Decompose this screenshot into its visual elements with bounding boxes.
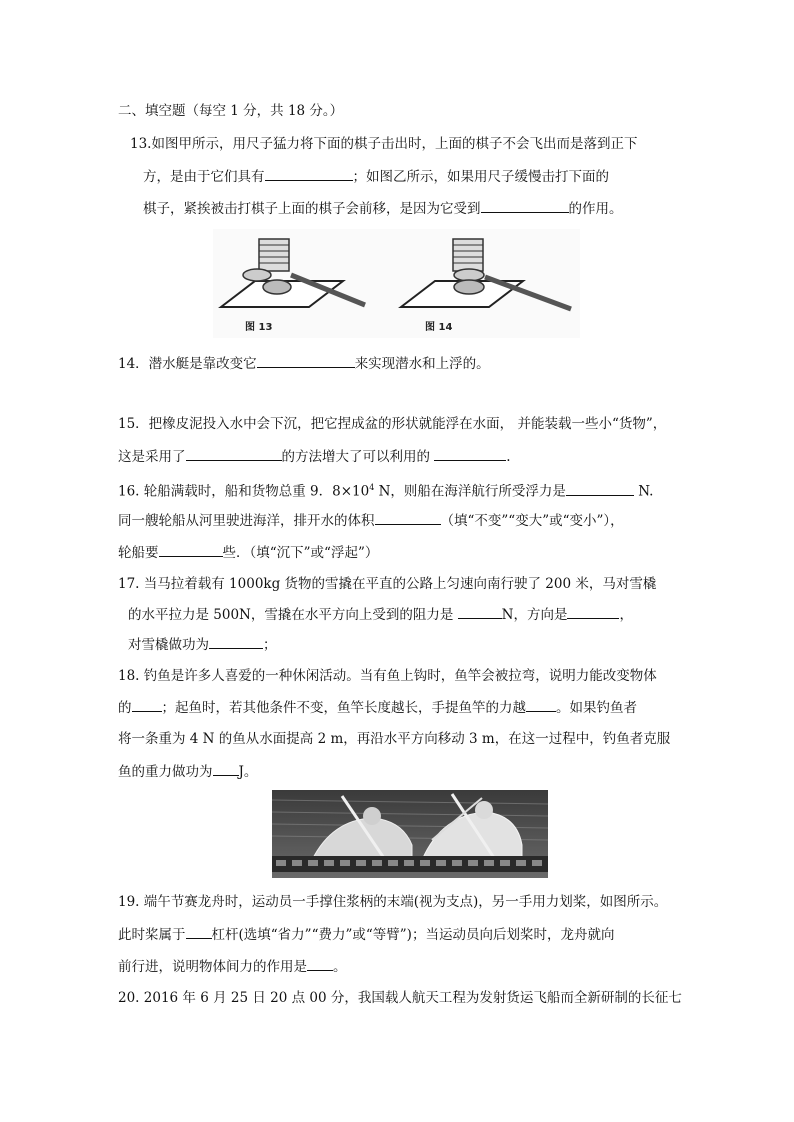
q14-text-a: 14．潜水艇是靠改变它 xyxy=(118,356,257,372)
q16-text-d: 同一艘轮船从河里驶进海洋，排开水的体积 xyxy=(118,513,375,529)
q17-text-c: ， xyxy=(619,607,633,623)
answer-blank[interactable] xyxy=(159,542,223,557)
q18-line2 xyxy=(118,697,637,718)
q17-line3 xyxy=(128,634,277,655)
answer-blank[interactable] xyxy=(307,956,333,971)
q19-line3 xyxy=(118,956,347,977)
q16-text-e: （填“不变”“变大”或“变小”）， xyxy=(440,513,624,529)
q18-line4 xyxy=(118,761,257,782)
q16-text-a: 16. 轮船满载时，船和货物总重 9．8×10 xyxy=(118,483,370,500)
answer-blank[interactable] xyxy=(458,604,502,619)
answer-blank[interactable] xyxy=(132,697,162,712)
answer-blank[interactable] xyxy=(213,761,239,776)
answer-blank[interactable] xyxy=(209,634,263,649)
answer-blank[interactable] xyxy=(481,198,569,213)
q16-text-b: N，则船在海洋航行所受浮力是 xyxy=(374,483,566,500)
q13-line3 xyxy=(143,198,623,219)
q18-text-c: 。如果钓鱼者 xyxy=(556,700,637,716)
q18-text-e: J。 xyxy=(238,764,258,780)
q13-text-a: 方，是由于它们具有 xyxy=(143,169,265,185)
q20-line1: 20. 2016 年 6 月 25 日 20 点 00 分，我国载人航天工程为发射货运飞船而全新研制的长征七 xyxy=(118,990,682,1006)
q16-exponent: 4 xyxy=(369,483,375,492)
answer-blank[interactable] xyxy=(434,446,506,461)
q16-line1 xyxy=(118,478,653,502)
q16-line2 xyxy=(118,510,624,531)
figure-caption-14: 图 14 xyxy=(425,322,453,333)
q15-text-b: 的方法增大了可以利用的 xyxy=(281,449,430,465)
q17-text-b: N，方向是 xyxy=(501,607,568,623)
q18-line3: 将一条重为 4 N 的鱼从水面提高 2 m，再沿水平方向移动 3 m，在这一过程中，钓鱼者克服 xyxy=(118,731,671,747)
q17-line2 xyxy=(128,604,633,625)
q18-text-d: 鱼的重力做功为 xyxy=(118,764,213,780)
q14-line xyxy=(118,353,490,374)
answer-blank[interactable] xyxy=(257,353,355,368)
q17-text-a: 的水平拉力是 500N，雪撬在水平方向上受到的阻力是 xyxy=(128,607,454,623)
answer-blank[interactable] xyxy=(375,510,441,525)
q16-text-f: 轮船要 xyxy=(118,545,159,561)
q15-line2 xyxy=(118,446,511,467)
q18-text-b: ；起鱼时，若其他条件不变，鱼竿长度越长，手提鱼竿的力越 xyxy=(161,700,526,716)
answer-blank[interactable] xyxy=(566,481,634,496)
q13-text-d: 的作用。 xyxy=(568,201,623,217)
q16-line3 xyxy=(118,542,378,563)
q16-text-c: N. xyxy=(633,483,654,500)
q13-text-c: 棋子，紧挨被击打棋子上面的棋子会前移，是因为它受到 xyxy=(143,201,481,217)
q19-text-c: 前行进，说明物体间力的作用是 xyxy=(118,959,307,975)
q13-text-b: ；如图乙所示，如果用尺子缓慢击打下面的 xyxy=(352,169,609,185)
q15-text-a: 这是采用了 xyxy=(118,449,186,465)
q17-text-e: ； xyxy=(263,637,277,653)
q19-text-b: 杠杆(选填“省力”“费力”或“等臂”)；当运动员向后划桨时，龙舟就向 xyxy=(211,927,615,943)
q14-text-b: 来实现潜水和上浮的。 xyxy=(354,356,490,372)
q16-text-g: 些．（填“沉下”或“浮起”） xyxy=(222,545,379,561)
q17-text-d: 对雪橇做功为 xyxy=(128,637,209,653)
q15-text-c: . xyxy=(506,449,511,465)
q13-line2 xyxy=(143,166,609,187)
q17-line1: 17. 当马拉着载有 1000kg 货物的雪撬在平直的公路上匀速向南行驶了 200 米，马对雪橇 xyxy=(118,576,657,592)
answer-blank[interactable] xyxy=(526,697,556,712)
q15-line1: 15．把橡皮泥投入水中会下沉，把它捏成盆的形状就能浮在水面， 并能装载一些小“货物”， xyxy=(118,416,667,432)
dragon-boat-photo xyxy=(272,790,548,878)
section-header: 二、填空题（每空 1 分，共 18 分。） xyxy=(118,103,344,119)
answer-blank[interactable] xyxy=(186,924,212,939)
q19-line2 xyxy=(118,924,614,945)
q19-text-a: 此时桨属于 xyxy=(118,927,186,943)
answer-blank[interactable] xyxy=(567,604,619,619)
q18-text-a: 的 xyxy=(118,700,132,716)
q13-line1: 13.如图甲所示，用尺子猛力将下面的棋子击出时，上面的棋子不会飞出而是落到正下 xyxy=(130,136,638,152)
q19-line1: 19. 端午节赛龙舟时，运动员一手撑住浆柄的末端(视为支点)，另一手用力划桨，如图所示。 xyxy=(118,894,668,910)
figure-caption-13: 图 13 xyxy=(245,322,273,333)
answer-blank[interactable] xyxy=(265,166,353,181)
q19-text-d: 。 xyxy=(333,959,347,975)
q18-line1: 18. 钓鱼是许多人喜爱的一种休闲活动。当有鱼上钩时，鱼竿会被拉弯，说明力能改变物体 xyxy=(118,668,657,684)
answer-blank[interactable] xyxy=(186,446,282,461)
